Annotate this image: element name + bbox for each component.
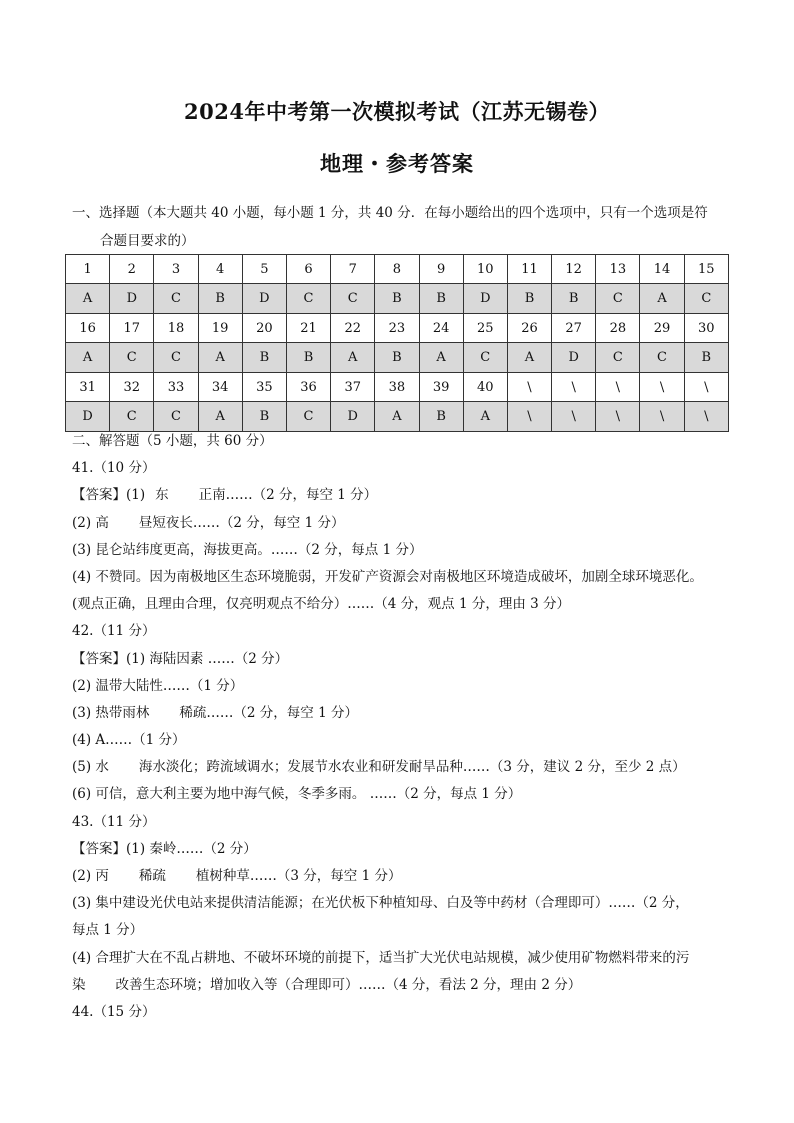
question-number-cell: 4 xyxy=(198,255,242,284)
section-choice-line1: 一、选择题（本大题共 40 小题，每小题 1 分，共 40 分．在每小题给出的四个选项中，只有一个选项是符 xyxy=(72,205,708,221)
q42-answer-2: (2) 温带大陆性……（1 分） xyxy=(72,677,244,694)
answer-part: (2) 高 xyxy=(72,514,109,531)
q43-answer-1: 【答案】(1) 秦岭……（2 分） xyxy=(72,840,257,857)
question-number-cell: 36 xyxy=(286,373,330,402)
section-answer-heading: 二、解答题（5 小题，共 60 分） xyxy=(72,433,273,449)
answer-cell: A xyxy=(419,343,463,373)
question-number-cell: 27 xyxy=(552,314,596,343)
q43-answer-3-line2: 每点 1 分） xyxy=(72,922,144,939)
question-number-cell: 11 xyxy=(507,255,551,284)
question-number-cell: 20 xyxy=(242,314,286,343)
question-number-cell: 37 xyxy=(331,373,375,402)
question-number-cell: 16 xyxy=(66,314,110,343)
answer-part: 染 xyxy=(72,976,86,993)
question-number-cell: \ xyxy=(507,373,551,402)
answer-cell: \ xyxy=(507,402,551,432)
answer-cell: C xyxy=(331,284,375,314)
answer-cell: C xyxy=(463,343,507,373)
answer-cell: \ xyxy=(552,402,596,432)
q44-header: 44.（15 分） xyxy=(72,1003,156,1020)
answer-cell: D xyxy=(66,402,110,432)
answer-cell: C xyxy=(596,284,640,314)
q43-answer-2 xyxy=(72,863,736,890)
answer-part: 昼短夜长……（2 分，每空 1 分） xyxy=(138,514,345,531)
question-number-cell: 34 xyxy=(198,373,242,402)
question-number-cell: \ xyxy=(596,373,640,402)
q42-answer-4: (4) A……（1 分） xyxy=(72,732,186,749)
answer-cell: C xyxy=(154,343,198,373)
q41-answer-4-line2: (观点正确，且理由合理，仅亮明观点不给分）……（4 分，观点 1 分，理由 3 分） xyxy=(72,596,570,613)
answer-cell: C xyxy=(154,284,198,314)
question-number-cell: 26 xyxy=(507,314,551,343)
question-number-cell: 35 xyxy=(242,373,286,402)
question-number-cell: 8 xyxy=(375,255,419,284)
q43-answer-3-line1: (3) 集中建设光伏电站来提供清洁能源；在光伏板下种植知母、白及等中药材（合理即可）……（2 分， xyxy=(72,895,689,912)
answer-part: 海水淡化；跨流域调水；发展节水农业和研发耐旱品种……（3 分，建议 2 分，至少 2 点） xyxy=(138,759,686,776)
answer-part: 稀疏……（2 分，每空 1 分） xyxy=(179,704,358,721)
answer-cell: A xyxy=(375,402,419,432)
answer-cell: B xyxy=(242,402,286,432)
question-number-cell: \ xyxy=(684,373,728,402)
answer-cell: B xyxy=(419,284,463,314)
answer-cell: B xyxy=(375,284,419,314)
q41-answer-4-line1: (4) 不赞同。因为南极地区生态环境脆弱，开发矿产资源会对南极地区环境造成破坏，加剧全球环境恶化。 xyxy=(72,568,703,585)
answer-cell: D xyxy=(463,284,507,314)
question-number-cell: 10 xyxy=(463,255,507,284)
question-number-cell: 29 xyxy=(640,314,684,343)
answer-cell: B xyxy=(419,402,463,432)
q41-answer-2 xyxy=(72,510,736,537)
answer-label: 【答案】(1) xyxy=(72,487,146,504)
answer-cell: D xyxy=(110,284,154,314)
answer-cell: C xyxy=(286,402,330,432)
answer-part: 正南……（2 分，每空 1 分） xyxy=(198,487,378,504)
answer-cell: A xyxy=(507,343,551,373)
page-subtitle: 地理・参考答案 xyxy=(320,151,474,176)
question-number-cell: 31 xyxy=(66,373,110,402)
q42-answer-6: (6) 可信，意大利主要为地中海气候，冬季多雨。 ……（2 分，每点 1 分） xyxy=(72,786,522,803)
question-number-cell: 15 xyxy=(684,255,728,284)
question-number-cell: 12 xyxy=(552,255,596,284)
answer-cell: B xyxy=(375,343,419,373)
answer-cell: A xyxy=(66,284,110,314)
question-number-cell: 9 xyxy=(419,255,463,284)
answer-part: 植树种草……（3 分，每空 1 分） xyxy=(195,868,402,884)
question-number-cell: 28 xyxy=(596,314,640,343)
question-number-cell: 21 xyxy=(286,314,330,343)
answer-cell: A xyxy=(66,343,110,373)
answer-part: (5) 水 xyxy=(72,759,109,776)
q43-answer-4-line1: (4) 合理扩大在不乱占耕地、不破坏环境的前提下，适当扩大光伏电站规模，减少使用矿物燃料带来的污 xyxy=(72,949,690,966)
answer-cell: \ xyxy=(640,402,684,432)
answer-cell: C xyxy=(684,284,728,314)
question-number-cell: 24 xyxy=(419,314,463,343)
answer-cell: B xyxy=(507,284,551,314)
answer-part: (3) 热带雨林 xyxy=(72,704,150,721)
answer-cell: D xyxy=(552,343,596,373)
question-number-row xyxy=(66,255,729,284)
q42-answer-1: 【答案】(1) 海陆因素 ……（2 分） xyxy=(72,650,289,667)
question-number-row xyxy=(66,373,729,402)
question-number-cell: 40 xyxy=(463,373,507,402)
question-number-cell: 19 xyxy=(198,314,242,343)
answer-cell: C xyxy=(110,343,154,373)
answer-cell: A xyxy=(198,402,242,432)
answer-cell: A xyxy=(331,343,375,373)
q41-answer-1 xyxy=(72,482,736,509)
answer-cell: C xyxy=(286,284,330,314)
question-number-cell: 14 xyxy=(640,255,684,284)
q42-header: 42.（11 分） xyxy=(72,623,156,640)
answer-row xyxy=(66,402,729,432)
answer-cell: A xyxy=(640,284,684,314)
answer-row xyxy=(66,284,729,314)
question-number-cell: 6 xyxy=(286,255,330,284)
answer-cell: B xyxy=(684,343,728,373)
question-number-cell: 5 xyxy=(242,255,286,284)
answer-part: 稀疏 xyxy=(138,868,166,884)
question-number-cell: 17 xyxy=(110,314,154,343)
q43-answer-4-line2 xyxy=(72,972,736,999)
answer-table xyxy=(65,254,729,432)
answer-cell: B xyxy=(286,343,330,373)
question-number-cell: 33 xyxy=(154,373,198,402)
question-number-cell: 38 xyxy=(375,373,419,402)
section-choice-line2: 合题目要求的） xyxy=(100,233,195,249)
question-number-cell: 7 xyxy=(331,255,375,284)
answer-part: 东 xyxy=(155,487,169,504)
answer-cell: D xyxy=(331,402,375,432)
question-number-cell: 39 xyxy=(419,373,463,402)
question-number-cell: \ xyxy=(640,373,684,402)
question-number-cell: 23 xyxy=(375,314,419,343)
answer-part: 改善生态环境；增加收入等（合理即可）……（4 分，看法 2 分，理由 2 分） xyxy=(115,976,582,993)
q41-answer-3: (3) 昆仑站纬度更高，海拔更高。……（2 分，每点 1 分） xyxy=(72,541,423,558)
answer-cell: C xyxy=(110,402,154,432)
page-title: 2024年中考第一次模拟考试（江苏无锡卷） xyxy=(184,99,610,124)
question-number-row xyxy=(66,314,729,343)
answer-row xyxy=(66,343,729,373)
question-number-cell: 3 xyxy=(154,255,198,284)
question-number-cell: 32 xyxy=(110,373,154,402)
question-number-cell: 22 xyxy=(331,314,375,343)
answer-cell: A xyxy=(198,343,242,373)
answer-cell: \ xyxy=(596,402,640,432)
q43-header: 43.（11 分） xyxy=(72,813,156,830)
question-number-cell: \ xyxy=(552,373,596,402)
answer-part: (2) 丙 xyxy=(72,868,109,884)
answer-cell: B xyxy=(198,284,242,314)
answer-cell: C xyxy=(640,343,684,373)
answers-section xyxy=(72,428,736,1026)
answer-cell: B xyxy=(552,284,596,314)
q42-answer-5 xyxy=(72,754,736,781)
answer-cell: D xyxy=(242,284,286,314)
answer-cell: C xyxy=(154,402,198,432)
question-number-cell: 18 xyxy=(154,314,198,343)
q41-header: 41.（10 分） xyxy=(72,460,156,477)
answer-cell: A xyxy=(463,402,507,432)
question-number-cell: 2 xyxy=(110,255,154,284)
answer-cell: B xyxy=(242,343,286,373)
section-choice-heading xyxy=(72,199,732,255)
q42-answer-3 xyxy=(72,700,736,727)
question-number-cell: 13 xyxy=(596,255,640,284)
question-number-cell: 25 xyxy=(463,314,507,343)
question-number-cell: 1 xyxy=(66,255,110,284)
answer-cell: \ xyxy=(684,402,728,432)
question-number-cell: 30 xyxy=(684,314,728,343)
answer-cell: C xyxy=(596,343,640,373)
